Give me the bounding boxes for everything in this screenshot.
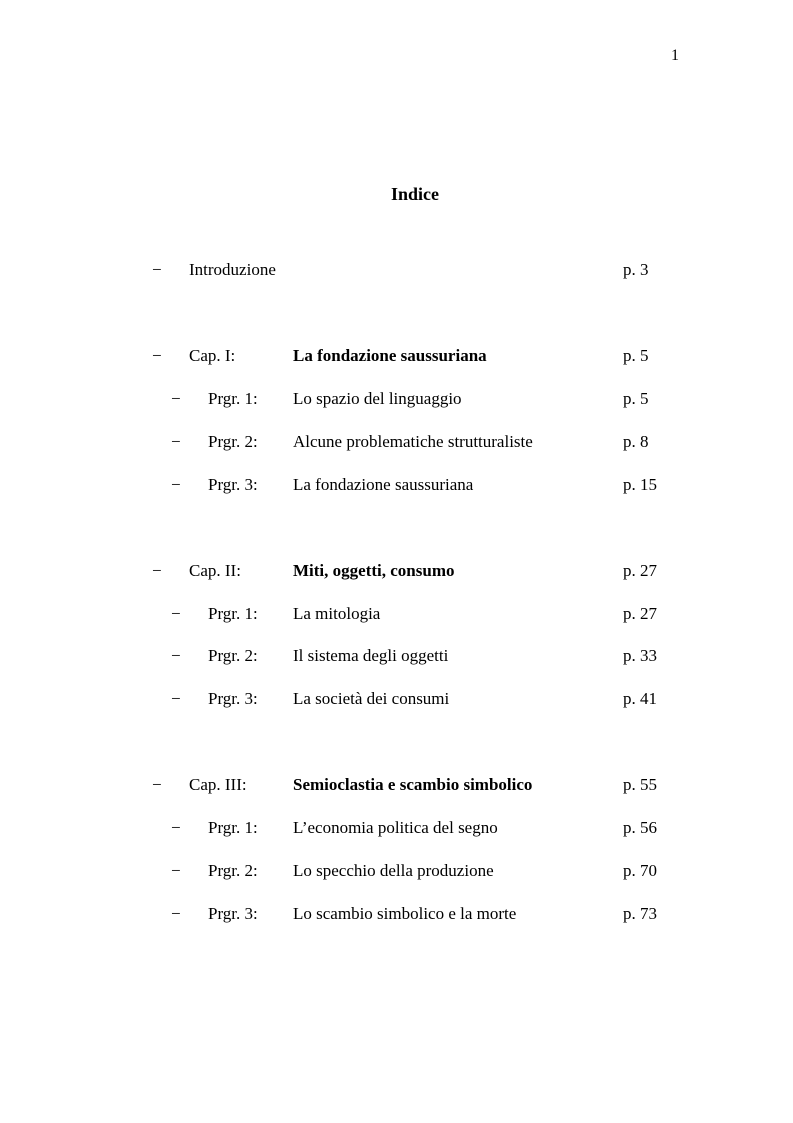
section-title: Lo scambio simbolico e la morte xyxy=(293,904,517,923)
dash-bullet: − xyxy=(152,561,162,580)
dash-bullet: − xyxy=(171,689,181,708)
page-title: Indice xyxy=(390,184,439,204)
section-title: La fondazione saussuriana xyxy=(293,475,474,494)
section-label: Prgr. 3: xyxy=(208,904,258,923)
dash-bullet: − xyxy=(171,475,181,494)
section-title: La mitologia xyxy=(293,604,381,623)
entry-page: p. 3 xyxy=(623,260,649,279)
toc-entry-chapter xyxy=(0,775,793,797)
toc-entry-section xyxy=(0,432,793,454)
toc-entry-introduction xyxy=(0,260,793,282)
dash-bullet: − xyxy=(171,432,181,451)
section-page: p. 5 xyxy=(623,389,649,408)
chapter-label: Cap. II: xyxy=(189,561,241,580)
section-title: Lo specchio della produzione xyxy=(293,861,494,880)
section-label: Prgr. 2: xyxy=(208,432,258,451)
dash-bullet: − xyxy=(152,346,162,365)
dash-bullet: − xyxy=(171,389,181,408)
section-title: Lo spazio del linguaggio xyxy=(293,389,462,408)
chapter-label: Cap. I: xyxy=(189,346,236,365)
section-page: p. 73 xyxy=(623,904,657,923)
section-page: p. 56 xyxy=(623,818,657,837)
toc-entry-section xyxy=(0,904,793,926)
toc-entry-section xyxy=(0,475,793,497)
chapter-title: Miti, oggetti, consumo xyxy=(293,561,455,580)
page-number: 1 xyxy=(671,47,679,64)
section-title: La società dei consumi xyxy=(293,689,450,708)
dash-bullet: − xyxy=(152,775,162,794)
section-page: p. 41 xyxy=(623,689,657,708)
section-label: Prgr. 2: xyxy=(208,861,258,880)
dash-bullet: − xyxy=(152,260,162,279)
toc-entry-section xyxy=(0,818,793,840)
toc-entry-chapter xyxy=(0,561,793,583)
dash-bullet: − xyxy=(171,604,181,623)
section-label: Prgr. 3: xyxy=(208,475,258,494)
toc-entry-section xyxy=(0,389,793,411)
section-label: Prgr. 3: xyxy=(208,689,258,708)
chapter-title: Semioclastia e scambio simbolico xyxy=(293,775,533,794)
section-page: p. 33 xyxy=(623,646,657,665)
chapter-page: p. 5 xyxy=(623,346,649,365)
chapter-title: La fondazione saussuriana xyxy=(293,346,487,365)
toc-entry-section xyxy=(0,861,793,883)
section-label: Prgr. 1: xyxy=(208,604,258,623)
section-label: Prgr. 1: xyxy=(208,818,258,837)
section-title: L’economia politica del segno xyxy=(293,818,498,837)
chapter-page: p. 27 xyxy=(623,561,657,580)
section-page: p. 15 xyxy=(623,475,657,494)
toc-entry-chapter xyxy=(0,346,793,368)
dash-bullet: − xyxy=(171,861,181,880)
dash-bullet: − xyxy=(171,646,181,665)
section-title: Alcune problematiche strutturaliste xyxy=(293,432,533,451)
section-title: Il sistema degli oggetti xyxy=(293,646,449,665)
section-label: Prgr. 2: xyxy=(208,646,258,665)
chapter-page: p. 55 xyxy=(623,775,657,794)
section-page: p. 8 xyxy=(623,432,649,451)
dash-bullet: − xyxy=(171,904,181,923)
section-page: p. 27 xyxy=(623,604,657,623)
entry-title: Introduzione xyxy=(189,260,276,279)
toc-entry-section xyxy=(0,604,793,626)
chapter-label: Cap. III: xyxy=(189,775,247,794)
section-label: Prgr. 1: xyxy=(208,389,258,408)
section-page: p. 70 xyxy=(623,861,657,880)
toc-entry-section xyxy=(0,646,793,668)
dash-bullet: − xyxy=(171,818,181,837)
toc-entry-section xyxy=(0,689,793,711)
